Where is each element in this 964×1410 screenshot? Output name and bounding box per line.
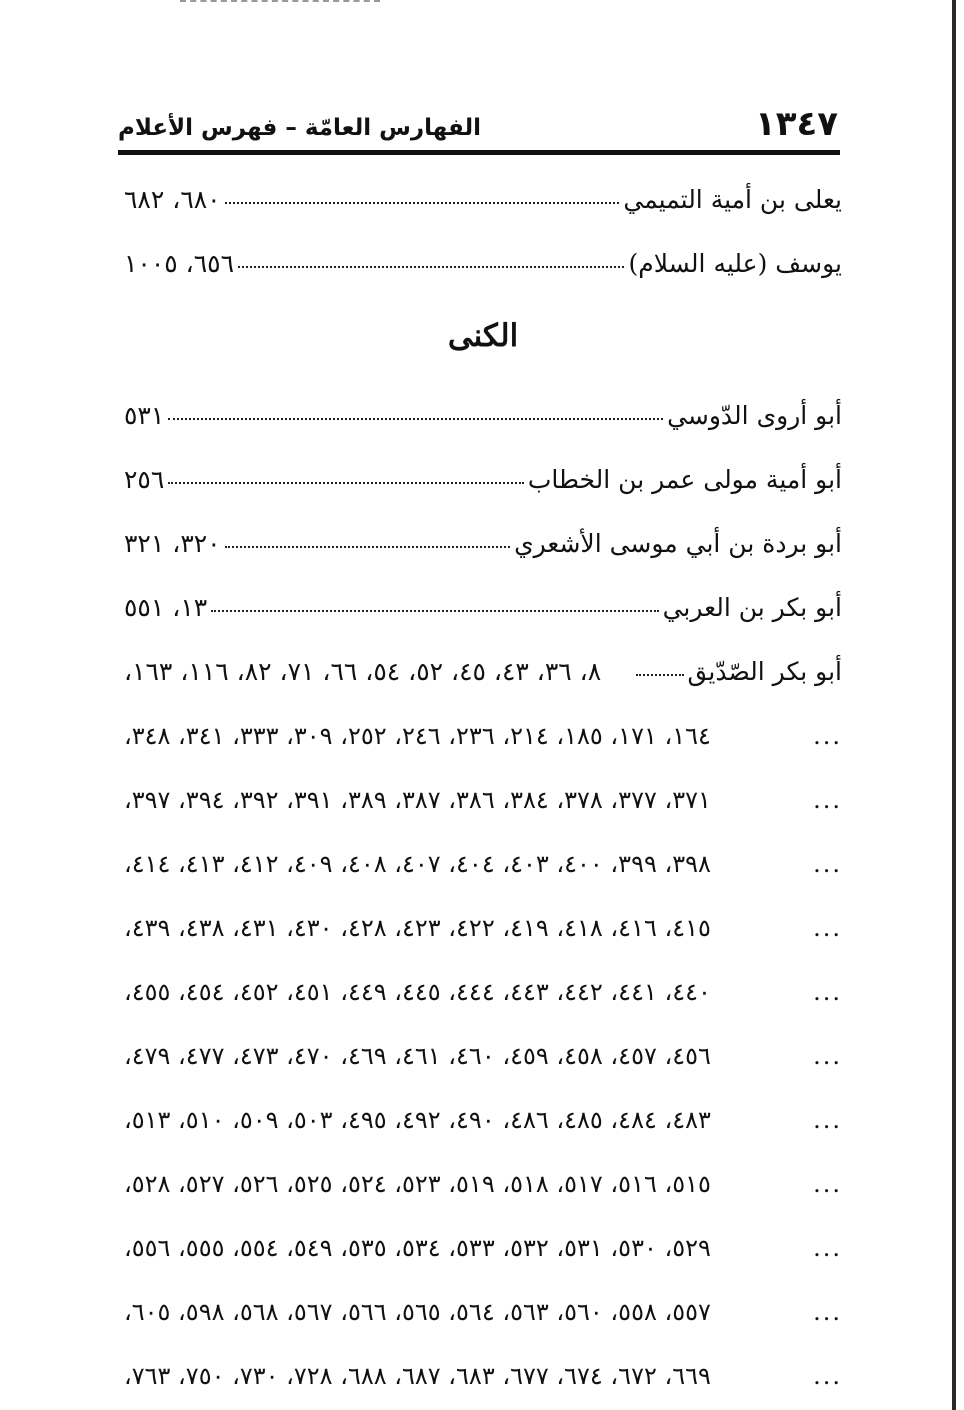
- continuation-line: [124, 1088, 842, 1152]
- continuation-line: [124, 1152, 842, 1216]
- continuation-marker: ...: [813, 1042, 842, 1070]
- index-entry: [124, 576, 842, 640]
- continuation-line: [124, 960, 842, 1024]
- header-rule: [118, 150, 840, 155]
- entry-pages: ٥٣١: [124, 401, 165, 430]
- index-entry-long: [124, 640, 842, 704]
- leader-dots: [225, 546, 510, 548]
- entry-pages: ٥١٥، ٥١٦، ٥١٧، ٥١٨، ٥١٩، ٥٢٣، ٥٢٤، ٥٢٥، ٥٢٦، ٥٢٧، ٥٢٨،: [124, 1170, 711, 1198]
- continuation-marker: ...: [813, 1170, 842, 1198]
- entry-name: أبو أروى الدّوسي: [667, 401, 842, 430]
- running-head: الفهارس العامّة – فهرس الأعلام: [118, 115, 482, 141]
- continuation-marker: ...: [813, 1362, 842, 1390]
- index-entry: [124, 384, 842, 448]
- continuation-marker: ...: [813, 850, 842, 878]
- continuation-line: [124, 704, 842, 768]
- continuation-marker: ...: [813, 1106, 842, 1134]
- entry-name: يعلى بن أمية التميمي: [623, 185, 842, 214]
- continuation-line: [124, 896, 842, 960]
- continuation-marker: ...: [813, 722, 842, 750]
- continuation-line: [124, 1024, 842, 1088]
- entry-name: أبو أمية مولى عمر بن الخطاب: [527, 465, 842, 494]
- page-header: [118, 104, 838, 150]
- entry-pages: ٦٥٦، ١٠٠٥: [124, 249, 235, 278]
- entry-pages: ١٣، ٥٥١: [124, 593, 208, 622]
- entry-pages: ٤٨٣، ٤٨٤، ٤٨٥، ٤٨٦، ٤٩٠، ٤٩٢، ٤٩٥، ٥٠٣، ٥٠٩، ٥١٠، ٥١٣،: [124, 1106, 711, 1134]
- leader-dots: [168, 418, 663, 420]
- entry-pages: ٢٥٦: [124, 465, 165, 494]
- continuation-marker: ...: [813, 914, 842, 942]
- entry-pages: ٣٢٠، ٣٢١: [124, 529, 221, 558]
- scan-artifact-dashes: [180, 0, 380, 2]
- entry-pages: ٦٨٠، ٦٨٢: [124, 185, 221, 214]
- continuation-marker: ...: [813, 978, 842, 1006]
- index-entry: [124, 512, 842, 576]
- entry-pages: ٣٩٨، ٣٩٩، ٤٠٠، ٤٠٣، ٤٠٤، ٤٠٧، ٤٠٨، ٤٠٩، ٤١٢، ٤١٣، ٤١٤،: [124, 850, 711, 878]
- entry-pages: ٨، ٣٦، ٤٣، ٤٥، ٥٢، ٥٤، ٦٦، ٧١، ٨٢، ١١٦، ١٦٣،: [124, 657, 602, 686]
- index-entry: [124, 232, 842, 296]
- entry-pages: ٤١٥، ٤١٦، ٤١٨، ٤١٩، ٤٢٢، ٤٢٣، ٤٢٨، ٤٣٠، ٤٣١، ٤٣٨، ٤٣٩،: [124, 914, 711, 942]
- index-entry: [124, 168, 842, 232]
- entry-pages: ٥٢٩، ٥٣٠، ٥٣١، ٥٣٢، ٥٣٣، ٥٣٤، ٥٣٥، ٥٤٩، ٥٥٤، ٥٥٥، ٥٥٦،: [124, 1234, 711, 1262]
- index-entries: [124, 168, 842, 1408]
- entry-pages: ١٦٤، ١٧١، ١٨٥، ٢١٤، ٢٣٦، ٢٤٦، ٢٥٢، ٣٠٩، ٣٣٣، ٣٤١، ٣٤٨،: [124, 722, 711, 750]
- entry-pages: ٤٤٠، ٤٤١، ٤٤٢، ٤٤٣، ٤٤٤، ٤٤٥، ٤٤٩، ٤٥١، ٤٥٢، ٤٥٤، ٤٥٥،: [124, 978, 711, 1006]
- entry-name: أبو بكر الصّدّيق: [687, 657, 842, 686]
- entry-pages: ٣٧١، ٣٧٧، ٣٧٨، ٣٨٤، ٣٨٦، ٣٨٧، ٣٨٩، ٣٩١، ٣٩٢، ٣٩٤، ٣٩٧،: [124, 786, 711, 814]
- section-title: الكنى: [447, 318, 519, 354]
- entry-pages: ٥٥٧، ٥٥٨، ٥٦٠، ٥٦٣، ٥٦٤، ٥٦٥، ٥٦٦، ٥٦٧، ٥٦٨، ٥٩٨، ٦٠٥،: [124, 1298, 711, 1326]
- leader-dots: [211, 610, 658, 612]
- continuation-lines: [124, 704, 842, 1408]
- entry-name: أبو بكر بن العربي: [662, 593, 842, 622]
- index-entry: [124, 448, 842, 512]
- continuation-line: [124, 1216, 842, 1280]
- continuation-marker: ...: [813, 786, 842, 814]
- continuation-line: [124, 1344, 842, 1408]
- leader-dots: [636, 674, 684, 676]
- scan-edge-line: [952, 0, 956, 1410]
- continuation-line: [124, 1280, 842, 1344]
- continuation-marker: ...: [813, 1298, 842, 1326]
- continuation-line: [124, 768, 842, 832]
- entry-name: يوسف (عليه السلام): [628, 249, 842, 278]
- leader-dots: [168, 482, 524, 484]
- entry-pages: ٦٦٩، ٦٧٢، ٦٧٤، ٦٧٧، ٦٨٣، ٦٨٧، ٦٨٨، ٧٢٨، ٧٣٠، ٧٥٠، ٧٦٣،: [124, 1362, 711, 1390]
- continuation-marker: ...: [813, 1234, 842, 1262]
- entry-name: أبو بردة بن أبي موسى الأشعري: [514, 529, 842, 558]
- leader-dots: [238, 266, 624, 268]
- entry-pages: ٤٥٦، ٤٥٧، ٤٥٨، ٤٥٩، ٤٦٠، ٤٦١، ٤٦٩، ٤٧٠، ٤٧٣، ٤٧٧، ٤٧٩،: [124, 1042, 711, 1070]
- continuation-line: [124, 832, 842, 896]
- page-number: ١٣٤٧: [754, 104, 838, 144]
- leader-dots: [225, 202, 620, 204]
